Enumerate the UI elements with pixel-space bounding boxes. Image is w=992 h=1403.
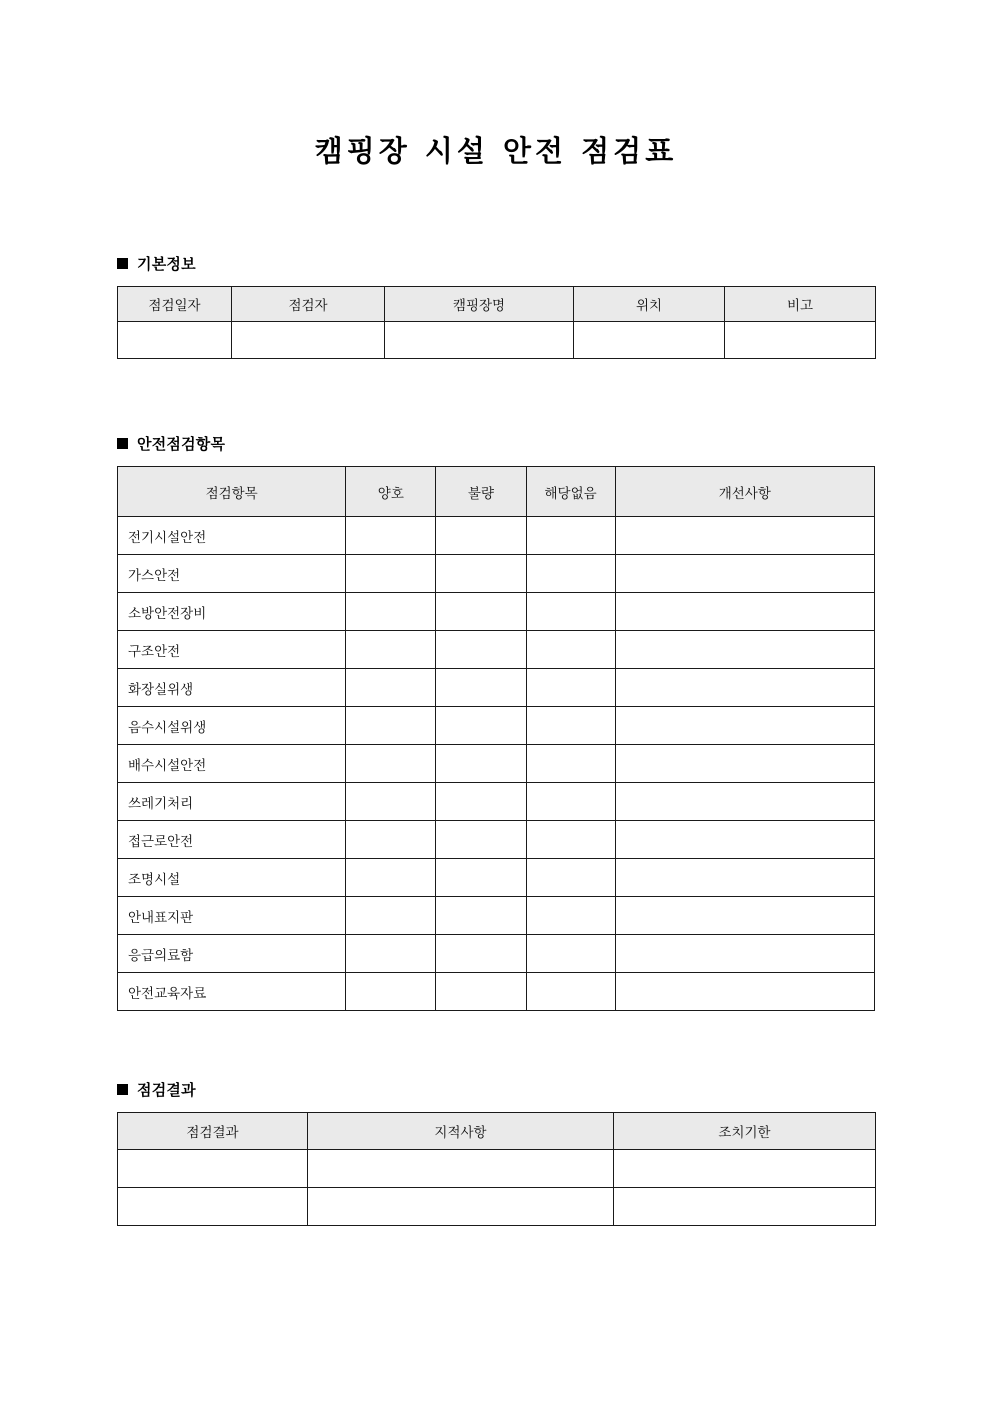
cell-inspection-date[interactable] [118,322,232,359]
cell-na-checkbox[interactable] [526,555,615,593]
cell-improvement-note[interactable] [615,669,874,707]
cell-item-name: 소방안전장비 [118,593,346,631]
cell-na-checkbox[interactable] [526,669,615,707]
cell-remarks[interactable] [725,322,876,359]
cell-improvement-note[interactable] [615,821,874,859]
cell-good-checkbox[interactable] [346,593,436,631]
cell-deadline[interactable] [614,1188,876,1226]
cell-item-name: 조명시설 [118,859,346,897]
cell-findings[interactable] [308,1150,614,1188]
cell-na-checkbox[interactable] [526,897,615,935]
table-row [118,517,875,555]
cell-improvement-note[interactable] [615,555,874,593]
page-title: 캠핑장 시설 안전 점검표 [314,134,678,168]
cell-inspector[interactable] [232,322,385,359]
cell-na-checkbox[interactable] [526,593,615,631]
cell-item-name: 구조안전 [118,631,346,669]
square-bullet-icon [117,258,128,269]
section-heading-label: 안전점검항목 [137,435,226,454]
table-row [118,935,875,973]
column-header-remarks: 비고 [725,287,876,322]
section-heading-inspection-result [117,1079,875,1100]
cell-na-checkbox[interactable] [526,935,615,973]
cell-item-name: 안내표지판 [118,897,346,935]
cell-good-checkbox[interactable] [346,935,436,973]
cell-improvement-note[interactable] [615,783,874,821]
column-header-campground-name: 캠핑장명 [385,287,574,322]
column-header-inspector: 점검자 [232,287,385,322]
cell-defective-checkbox[interactable] [436,669,526,707]
cell-findings[interactable] [308,1188,614,1226]
cell-na-checkbox[interactable] [526,631,615,669]
section-heading-label: 점검결과 [137,1081,196,1100]
column-header-improvement: 개선사항 [615,467,874,517]
cell-improvement-note[interactable] [615,897,874,935]
table-header-row [118,1113,876,1150]
cell-na-checkbox[interactable] [526,973,615,1011]
column-header-location: 위치 [574,287,725,322]
column-header-result: 점검결과 [118,1113,308,1150]
cell-defective-checkbox[interactable] [436,821,526,859]
cell-na-checkbox[interactable] [526,821,615,859]
table-header-row [118,467,875,517]
cell-good-checkbox[interactable] [346,745,436,783]
cell-na-checkbox[interactable] [526,707,615,745]
cell-deadline[interactable] [614,1150,876,1188]
cell-result[interactable] [118,1188,308,1226]
column-header-findings: 지적사항 [308,1113,614,1150]
cell-defective-checkbox[interactable] [436,555,526,593]
cell-good-checkbox[interactable] [346,783,436,821]
table-row [118,631,875,669]
cell-defective-checkbox[interactable] [436,783,526,821]
cell-improvement-note[interactable] [615,745,874,783]
table-row [118,707,875,745]
table-row [118,593,875,631]
table-row [118,555,875,593]
basic-info-table [117,286,876,359]
cell-item-name: 배수시설안전 [118,745,346,783]
cell-good-checkbox[interactable] [346,897,436,935]
column-header-item: 점검항목 [118,467,346,517]
cell-item-name: 안전교육자료 [118,973,346,1011]
cell-item-name: 쓰레기처리 [118,783,346,821]
cell-improvement-note[interactable] [615,631,874,669]
cell-good-checkbox[interactable] [346,859,436,897]
inspection-result-table [117,1112,876,1226]
column-header-defective: 불량 [436,467,526,517]
section-heading-basic-info [117,253,875,274]
cell-defective-checkbox[interactable] [436,593,526,631]
table-row [118,973,875,1011]
cell-na-checkbox[interactable] [526,745,615,783]
cell-item-name: 화장실위생 [118,669,346,707]
cell-defective-checkbox[interactable] [436,935,526,973]
cell-improvement-note[interactable] [615,859,874,897]
table-row [118,821,875,859]
cell-good-checkbox[interactable] [346,707,436,745]
cell-improvement-note[interactable] [615,517,874,555]
cell-na-checkbox[interactable] [526,783,615,821]
cell-defective-checkbox[interactable] [436,897,526,935]
cell-good-checkbox[interactable] [346,821,436,859]
cell-result[interactable] [118,1150,308,1188]
cell-improvement-note[interactable] [615,707,874,745]
section-heading-label: 기본정보 [137,255,196,274]
cell-good-checkbox[interactable] [346,517,436,555]
table-row [118,1150,876,1188]
cell-na-checkbox[interactable] [526,859,615,897]
table-row [118,669,875,707]
table-row [118,783,875,821]
table-header-row [118,287,876,322]
column-header-inspection-date: 점검일자 [118,287,232,322]
table-row [118,1188,876,1226]
cell-na-checkbox[interactable] [526,517,615,555]
table-row [118,322,876,359]
cell-item-name: 전기시설안전 [118,517,346,555]
cell-improvement-note[interactable] [615,935,874,973]
cell-defective-checkbox[interactable] [436,631,526,669]
cell-item-name: 접근로안전 [118,821,346,859]
square-bullet-icon [117,1084,128,1095]
square-bullet-icon [117,438,128,449]
cell-good-checkbox[interactable] [346,973,436,1011]
cell-defective-checkbox[interactable] [436,859,526,897]
cell-good-checkbox[interactable] [346,555,436,593]
table-row [118,897,875,935]
cell-item-name: 음수시설위생 [118,707,346,745]
cell-location[interactable] [574,322,725,359]
cell-defective-checkbox[interactable] [436,745,526,783]
table-row [118,745,875,783]
inspection-items-table [117,466,875,1011]
cell-good-checkbox[interactable] [346,669,436,707]
cell-good-checkbox[interactable] [346,631,436,669]
column-header-good: 양호 [346,467,436,517]
cell-improvement-note[interactable] [615,593,874,631]
section-heading-inspection-items [117,433,875,454]
cell-defective-checkbox[interactable] [436,707,526,745]
column-header-na: 해당없음 [526,467,615,517]
table-row [118,859,875,897]
cell-item-name: 가스안전 [118,555,346,593]
cell-campground-name[interactable] [385,322,574,359]
cell-item-name: 응급의료함 [118,935,346,973]
column-header-deadline: 조치기한 [614,1113,876,1150]
cell-improvement-note[interactable] [615,973,874,1011]
cell-defective-checkbox[interactable] [436,517,526,555]
cell-defective-checkbox[interactable] [436,973,526,1011]
